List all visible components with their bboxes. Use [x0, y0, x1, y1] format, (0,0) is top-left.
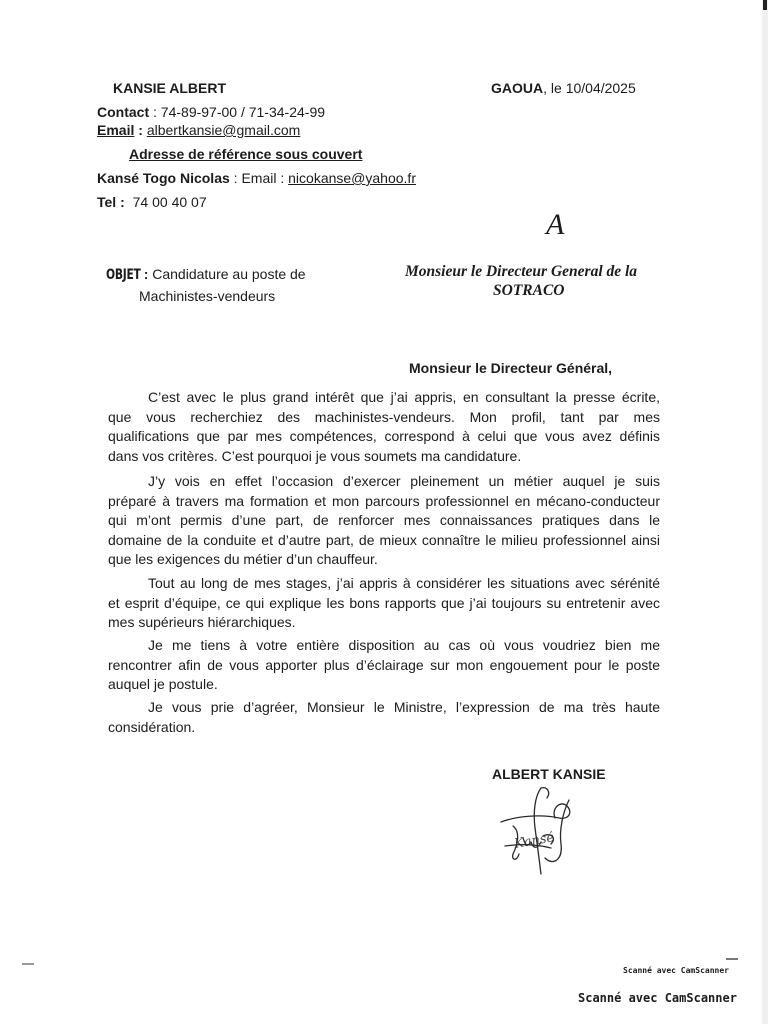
signature-text: Kansé [513, 830, 556, 852]
date: , le 10/04/2025 [543, 80, 636, 96]
sender-email [97, 122, 300, 139]
sender-name: KANSIE ALBERT [113, 80, 227, 96]
paragraph-line: préparé à travers ma formation et mon parcours professionnel en mécano-conducteur [108, 492, 660, 509]
paragraph-line: mes supérieurs hiérarchiques. [108, 614, 296, 630]
scanner-watermark-small: Scanné avec CamScanner [623, 966, 729, 975]
scan-edge [762, 0, 768, 1024]
paragraph-line: C’est avec le plus grand intérêt que j’ai appris, en consultant la presse écrite, [148, 389, 660, 405]
paragraph-line: dans vos critères. C’est pourquoi je vous soumets ma candidature. [108, 447, 522, 464]
objet-label: OBJET [106, 267, 141, 283]
scanner-watermark-large: Scanné avec CamScanner [578, 991, 737, 1005]
salutation: Monsieur le Directeur Général, [409, 360, 613, 376]
paragraph-line: qui m’ont permis d’une part, de renforcer mes connaissances pratiques dans le [108, 512, 660, 528]
scan-dash-left [22, 963, 34, 965]
paragraph-line: J’y vois en effet l’occasion d’exercer pleinement un métier auquel je suis [148, 473, 660, 489]
place: GAOUA [491, 80, 544, 96]
email-label: Email [97, 122, 135, 138]
handwritten-signature [495, 782, 585, 892]
paragraph-line: que vous recherchiez des machinistes-vendeurs. Mon profil, tant par mes [108, 408, 660, 425]
objet-colon: : [143, 266, 149, 282]
reference-name: Kansé Togo Nicolas [97, 170, 230, 186]
contact-label: Contact [97, 104, 150, 120]
paragraph-2 [108, 472, 660, 570]
paragraph-line: que les exigences du métier d’un chauffeur. [108, 551, 378, 567]
paragraph-line: Je me tiens à votre entière disposition au cas où vous voudriez bien me [148, 637, 660, 653]
recipient-prefix: A [546, 208, 565, 241]
sender-contact [97, 104, 325, 121]
recipient-line1: Monsieur le Directeur General de la [405, 263, 638, 280]
objet-line2: Machinistes-vendeurs [139, 288, 276, 304]
paragraph-line: qualifications que par mes compétences, correspond à celui que vous avez définis [108, 428, 660, 444]
signature-name: ALBERT KANSIE [492, 766, 606, 782]
scan-mark [763, 0, 767, 10]
place-date [491, 80, 636, 97]
reference-email: nicokanse@yahoo.fr [288, 170, 416, 186]
paragraph-line: considération. [108, 718, 196, 735]
reference-heading: Adresse de référence sous couvert [129, 146, 363, 162]
paragraph-line: Tout au long de mes stages, j’ai appris à considérer les situations avec sérénité [148, 575, 660, 591]
paragraph-4 [108, 636, 660, 695]
contact-value: : 74-89-97-00 / 71-34-24-99 [153, 104, 326, 120]
tel-value: 74 00 40 07 [132, 194, 207, 210]
reference-line [97, 170, 416, 187]
paragraph-line: Je vous prie d’agréer, Monsieur le Ministre, l’expression de ma très haute [148, 699, 660, 715]
tel-label: Tel : [97, 194, 125, 210]
reference-email-prefix: : Email : [233, 170, 285, 186]
paragraph-line: rencontrer afin de vous apporter plus d’éclairage sur mon engouement pour le poste [108, 656, 660, 673]
paragraph-3 [108, 574, 660, 633]
paragraph-line: et esprit d’équipe, ce qui explique les bons rapports que j’ai toujours su entretenir avec [108, 594, 660, 611]
objet-line1: Candidature au poste de [152, 266, 306, 282]
scan-dash-right [726, 958, 738, 960]
paragraph-line: auquel je postule. [108, 676, 218, 692]
paragraph-1 [108, 388, 660, 466]
objet-block [106, 266, 306, 284]
email-value: albertkansie@gmail.com [146, 122, 301, 138]
recipient-line2: SOTRACO [493, 282, 565, 299]
reference-tel [97, 194, 207, 211]
email-sep: : [138, 122, 143, 138]
paragraph-5 [108, 698, 660, 737]
paragraph-line: domaine de la conduite et d’autre part, de mieux connaître le milieu professionnel ainsi [108, 531, 660, 548]
